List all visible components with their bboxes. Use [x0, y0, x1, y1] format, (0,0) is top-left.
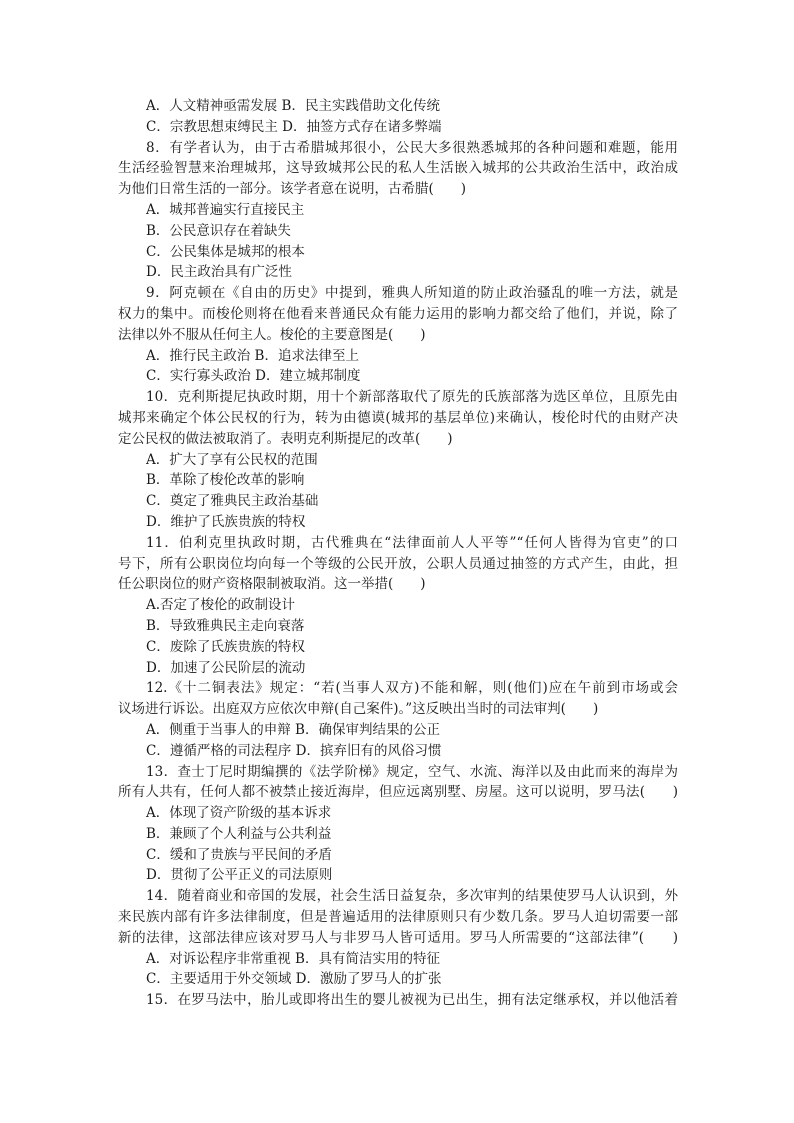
question-body-line: 法律以外不服从任何主人。梭伦的主要意图是( ) [118, 326, 426, 343]
answer-option-line: D．维护了氏族贵族的特权 [146, 513, 306, 530]
answer-option-line: C．公民集体是城邦的根本 [146, 243, 305, 260]
answer-option-line: B．导致雅典民主走向衰落 [146, 617, 305, 634]
answer-option-line: B．兼顾了个人利益与公共利益 [146, 825, 332, 842]
question-body-line: 来民族内部有许多法律制度，但是普遍适用的法律原则只有少数几条。罗马人迫切需要一部 [118, 909, 678, 926]
question-body-line: 任公职岗位的财产资格限制被取消。这一举措( ) [118, 576, 426, 593]
question-body-line: 权力的集中。而梭伦则将在他看来普通民众有能力运用的影响力都交给了他们，并说，除了 [118, 305, 678, 322]
answer-option-line: D．贯彻了公平正义的司法原则 [146, 867, 333, 884]
answer-option-line: C．缓和了贵族与平民间的矛盾 [146, 846, 332, 863]
question-stem-line: 15．在罗马法中，胎儿或即将出生的婴儿被视为已出生，拥有法定继承权，并以他活着 [146, 992, 678, 1009]
question-body-line: 为他们日常生活的一部分。该学者意在说明，古希腊( ) [118, 181, 467, 198]
question-body-line: 所有人共有，任何人都不被禁止接近海岸，但应远离别墅、房屋。这可以说明，罗马法( ) [118, 784, 678, 801]
question-body-line: 新的法律，这部法律应该对罗马人与非罗马人皆可适用。罗马人所需要的“这部法律”( ) [118, 929, 678, 946]
answer-option-line: C．废除了氏族贵族的特权 [146, 638, 305, 655]
answer-option-line: C．奠定了雅典民主政治基础 [146, 493, 319, 510]
question-body-line: 号下，所有公职岗位均向每一个等级的公民开放，公职人员通过抽签的方式产生，由此，担 [118, 555, 678, 572]
question-stem-line: 10．克利斯提尼执政时期，用十个新部落取代了原先的氏族部落为选区单位，且原先由 [146, 389, 678, 406]
answer-option-line: C．主要适用于外交领域 D．激励了罗马人的扩张 [146, 971, 442, 988]
question-body-line: 议场进行诉讼。出庭双方应依次申辩(自己案件)。”这反映出当时的司法审判( ) [118, 701, 599, 718]
answer-option-line: A．扩大了享有公民权的范围 [146, 451, 318, 468]
answer-option-line: A．人文精神亟需发展 B．民主实践借助文化传统 [146, 98, 440, 114]
answer-option-line: B．革除了梭伦改革的影响 [146, 472, 305, 489]
answer-option-line: C．宗教思想束缚民主 D．抽签方式存在诸多弊端 [146, 118, 442, 135]
question-stem-line: 13．查士丁尼时期编撰的《法学阶梯》规定，空气、水流、海洋以及由此而来的海岸为 [146, 763, 678, 780]
answer-option-line: A．侧重于当事人的申辩 B．确保审判结果的公正 [146, 721, 440, 738]
question-stem-line: 14．随着商业和帝国的发展，社会生活日益复杂，多次审判的结果使罗马人认识到，外 [146, 888, 678, 905]
answer-option-line: D．加速了公民阶层的流动 [146, 659, 306, 676]
question-stem-line: 8．有学者认为，由于古希腊城邦很小，公民大多很熟悉城邦的各种问题和难题，能用 [146, 139, 678, 156]
answer-option-line: C．遵循严格的司法程序 D．摈弃旧有的风俗习惯 [146, 742, 442, 759]
answer-option-line: A.否定了梭伦的政制设计 [146, 597, 296, 614]
question-stem-line: 9．阿克顿在《自由的历史》中提到，雅典人所知道的防止政治骚乱的唯一方法，就是 [146, 285, 678, 302]
answer-option-line: B．公民意识存在着缺失 [146, 222, 291, 239]
answer-option-line: C．实行寡头政治 D．建立城邦制度 [146, 368, 361, 385]
question-body-line: 定公民权的做法被取消了。表明克利斯提尼的改革( ) [118, 430, 453, 447]
question-body-line: 城邦来确定个体公民权的行为，转为由德谟(城邦的基层单位)来确认，梭伦时代的由财产决 [118, 409, 678, 426]
answer-option-line: D．民主政治具有广泛性 [146, 264, 292, 281]
answer-option-line: A．对诉讼程序非常重视 B．具有简洁实用的特征 [146, 950, 440, 967]
question-stem-line: 11．伯利克里执政时期，古代雅典在“法律面前人人平等”“任何人皆得为官吏”的口 [146, 534, 678, 551]
answer-option-line: A．体现了资产阶级的基本诉求 [146, 805, 332, 822]
question-text-block [118, 96, 678, 1011]
answer-option-line: A．城邦普遍实行直接民主 [146, 201, 305, 218]
question-stem-line: 12.《十二铜表法》规定：“若(当事人双方)不能和解，则(他们)应在午前到市场或会 [146, 680, 678, 697]
answer-option-line: A．推行民主政治 B．追求法律至上 [146, 347, 359, 364]
question-body-line: 生活经验智慧来治理城邦，这导致城邦公民的私人生活嵌入城邦的公共政治生活中，政治成 [118, 160, 678, 177]
